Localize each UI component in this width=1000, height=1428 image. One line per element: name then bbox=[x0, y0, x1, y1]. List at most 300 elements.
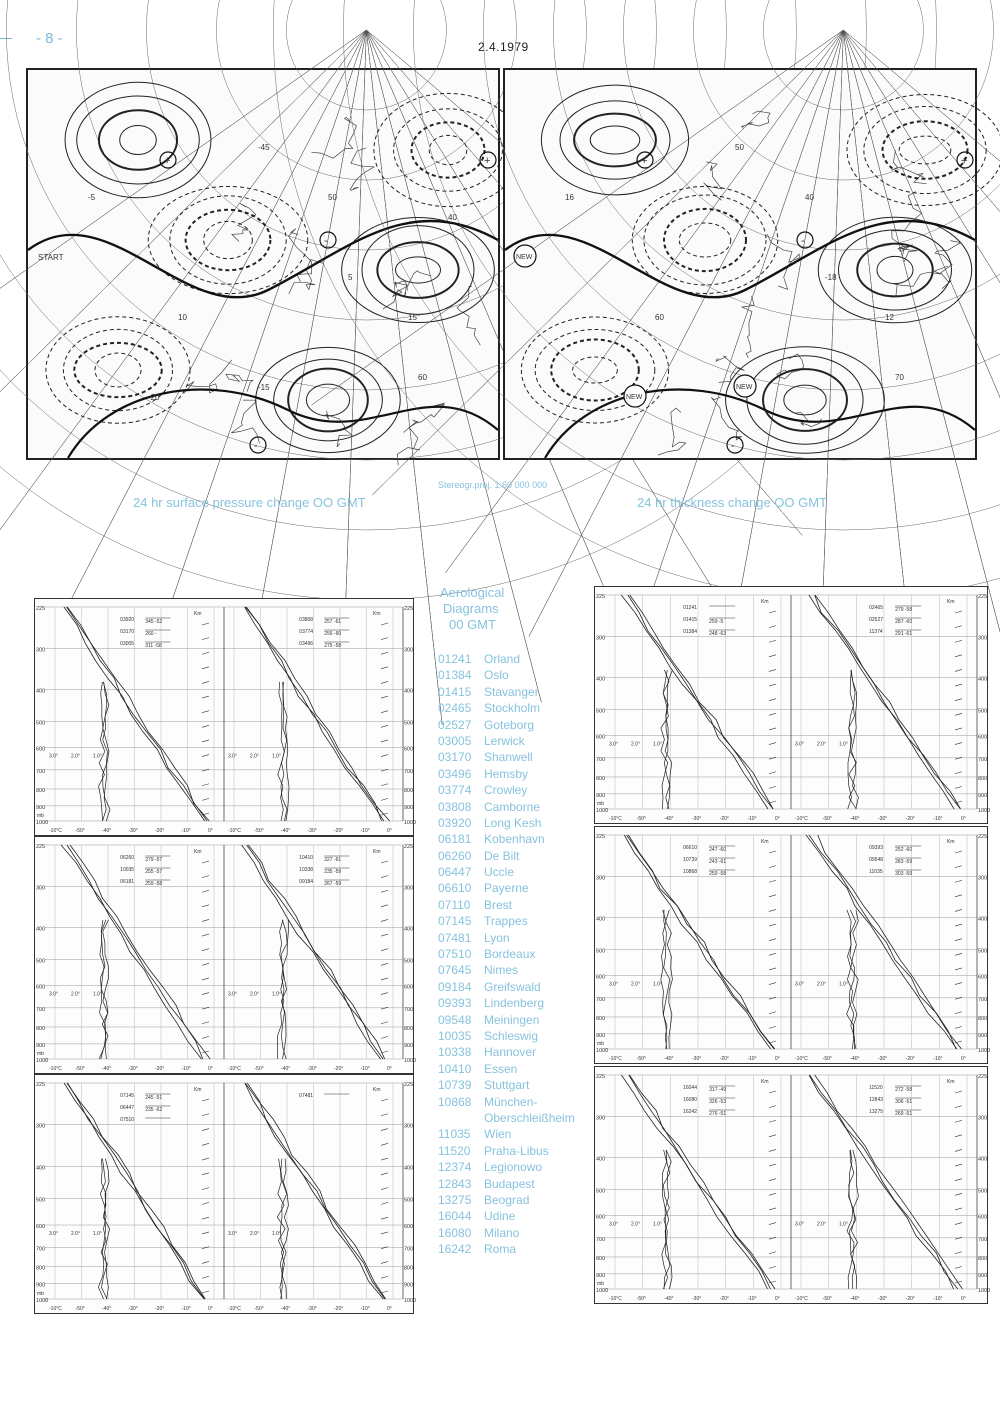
wind-barb bbox=[381, 1022, 388, 1024]
pressure-label: 700 bbox=[596, 996, 606, 1003]
tropopause-info: 259 -5 bbox=[709, 619, 724, 625]
temperature-tick: -20° bbox=[905, 816, 915, 822]
tropopause-info: 235 -59 bbox=[324, 869, 342, 875]
isoline bbox=[847, 95, 1000, 206]
wind-barb bbox=[955, 757, 962, 759]
pressure-label: 300 bbox=[978, 1115, 988, 1122]
temperature-tick: -30° bbox=[307, 1306, 317, 1312]
station-entry bbox=[438, 995, 598, 1011]
wind-barb bbox=[202, 740, 209, 742]
pressure-label: 1000 bbox=[596, 1288, 609, 1294]
temperature-tick: 0° bbox=[775, 1296, 780, 1302]
wind-barb bbox=[202, 1099, 209, 1101]
station-code: 06260 bbox=[438, 848, 472, 863]
station-name: Long Kesh bbox=[484, 815, 542, 830]
pressure-label: 700 bbox=[596, 1236, 606, 1243]
temperature-tick: -10°C bbox=[228, 828, 241, 834]
station-code-label: 10410 bbox=[299, 855, 314, 861]
map-label: 10 bbox=[178, 313, 187, 322]
tropopause-info: 247 -60 bbox=[709, 847, 727, 853]
mixing-ratio-tick: 2.0° bbox=[817, 1221, 826, 1228]
unit-label: Km bbox=[373, 1087, 381, 1093]
map-label: 12 bbox=[885, 313, 894, 322]
temperature-tick: -50° bbox=[75, 828, 85, 834]
dewpoint-profile bbox=[99, 682, 105, 821]
pressure-label: 900 bbox=[596, 792, 606, 799]
pressure-label: 400 bbox=[978, 1156, 988, 1163]
station-code-label: 12843 bbox=[869, 1097, 884, 1103]
wind-barb bbox=[381, 755, 388, 757]
meridian-line bbox=[445, 30, 843, 573]
pressure-label: 600 bbox=[978, 974, 988, 981]
pressure-label: 900 bbox=[36, 1282, 46, 1289]
temperature-tick: -40° bbox=[102, 828, 112, 834]
temperature-tick: 0° bbox=[387, 828, 392, 834]
temperature-tick: -10° bbox=[360, 1306, 370, 1312]
station-code: 10868 bbox=[438, 1094, 472, 1109]
temperature-tick: -50° bbox=[75, 1066, 85, 1072]
pressure-label: 225 bbox=[978, 1074, 988, 1080]
map-label: -18 bbox=[825, 273, 837, 282]
wind-barb bbox=[955, 669, 962, 671]
center-sign: - bbox=[731, 440, 735, 452]
wind-barb bbox=[769, 1120, 776, 1122]
center-sign: - bbox=[801, 235, 805, 247]
pressure-label: 600 bbox=[596, 1214, 606, 1221]
station-name: Budapest bbox=[484, 1176, 535, 1191]
mixing-ratio-tick: 3.0° bbox=[609, 981, 618, 988]
station-code: 12374 bbox=[438, 1160, 472, 1175]
station-name: Stavanger bbox=[484, 684, 539, 699]
mixing-ratio-tick: 1.0° bbox=[839, 741, 848, 748]
map-label: -5 bbox=[88, 193, 96, 202]
pressure-label: 800 bbox=[978, 775, 988, 782]
map-label: NEW bbox=[516, 254, 533, 261]
isoline bbox=[362, 226, 474, 315]
wind-barb bbox=[769, 728, 776, 730]
station-code: 02465 bbox=[438, 701, 472, 716]
isoline bbox=[679, 223, 730, 257]
wind-barb bbox=[769, 1106, 776, 1108]
zero-change-line bbox=[28, 221, 498, 297]
station-entry bbox=[438, 848, 598, 864]
pressure-label: 400 bbox=[36, 926, 46, 933]
temperature-tick: -40° bbox=[850, 816, 860, 822]
pressure-label: 700 bbox=[404, 1006, 414, 1013]
station-entry bbox=[438, 1077, 598, 1093]
station-entry bbox=[438, 930, 598, 946]
unit-label: Km bbox=[947, 1079, 955, 1085]
station-code-label: 13275 bbox=[869, 1109, 884, 1115]
mixing-ratio-tick: 1.0° bbox=[653, 1221, 662, 1228]
mixing-ratio-tick: 3.0° bbox=[228, 991, 237, 998]
coastline bbox=[312, 117, 357, 158]
pressure-label: 300 bbox=[404, 1123, 414, 1130]
dewpoint-profile bbox=[281, 920, 288, 1059]
isoline bbox=[77, 96, 200, 184]
temperature-tick: -40° bbox=[281, 828, 291, 834]
pressure-label: 225 bbox=[36, 1082, 46, 1088]
pressure-label: 300 bbox=[596, 1115, 606, 1122]
station-code-label: 07145 bbox=[120, 1093, 135, 1099]
pressure-label: 1000 bbox=[404, 1298, 417, 1304]
station-name: Payerne bbox=[484, 881, 529, 896]
zero-change-line bbox=[68, 390, 498, 458]
station-code: 01415 bbox=[438, 684, 472, 699]
pressure-label: 225 bbox=[978, 594, 988, 600]
isoline bbox=[560, 101, 670, 179]
pressure-label: 800 bbox=[404, 1025, 414, 1032]
station-code-label: 07481 bbox=[299, 1093, 314, 1099]
wind-barb bbox=[769, 1193, 776, 1195]
station-entry bbox=[438, 1094, 598, 1110]
station-name: Meiningen bbox=[484, 1012, 540, 1027]
aerological-diagram-right-1 bbox=[594, 586, 991, 824]
station-code: 10035 bbox=[438, 1028, 472, 1043]
temperature-tick: -20° bbox=[905, 1296, 915, 1302]
unit-label: Km bbox=[947, 599, 955, 605]
wind-barb bbox=[955, 655, 962, 657]
station-code-label: 06260 bbox=[120, 855, 135, 861]
station-code: 09184 bbox=[438, 979, 472, 994]
pressure-label: 400 bbox=[404, 688, 414, 695]
isoline bbox=[541, 85, 688, 195]
mixing-ratio-tick: 2.0° bbox=[817, 741, 826, 748]
isoline bbox=[120, 125, 157, 154]
wind-barb bbox=[955, 968, 962, 970]
meridian-line bbox=[843, 30, 1000, 451]
coastline bbox=[935, 241, 960, 289]
legend-title bbox=[438, 585, 598, 633]
temperature-tick: 0° bbox=[961, 1296, 966, 1302]
aerological-diagram-left-2 bbox=[34, 836, 417, 1074]
isoline bbox=[838, 230, 951, 310]
unit-label: mb bbox=[597, 1281, 604, 1287]
meridian-line bbox=[843, 30, 1000, 606]
station-code-label: 02465 bbox=[869, 605, 884, 611]
mixing-ratio-tick: 2.0° bbox=[250, 753, 259, 760]
wind-barb bbox=[202, 1129, 209, 1131]
wind-barb bbox=[955, 851, 962, 853]
station-name: Goteborg bbox=[484, 717, 535, 732]
temperature-tick: -10°C bbox=[795, 1056, 808, 1062]
station-name: Orland bbox=[484, 652, 521, 666]
pressure-label: 400 bbox=[596, 916, 606, 923]
temperature-tick: -10° bbox=[933, 1056, 943, 1062]
surface-pressure-change-map bbox=[26, 68, 500, 460]
parallel-circle bbox=[623, 0, 1000, 250]
isoline bbox=[204, 221, 253, 258]
wind-barb bbox=[202, 978, 209, 980]
map-label: NEW bbox=[736, 384, 753, 391]
pressure-label: 800 bbox=[978, 1015, 988, 1022]
center-sign: + bbox=[961, 155, 968, 167]
aerological-diagram-right-2 bbox=[594, 826, 991, 1064]
thickness-map-caption: 24 hr thickness change OO GMT bbox=[637, 495, 828, 510]
wind-barb bbox=[202, 769, 209, 771]
mixing-ratio-tick: 2.0° bbox=[631, 981, 640, 988]
station-legend bbox=[438, 585, 598, 1257]
pressure-label: 500 bbox=[404, 1197, 414, 1204]
pressure-label: 1000 bbox=[404, 1058, 417, 1064]
pressure-label: 500 bbox=[596, 708, 606, 715]
map-label: 16 bbox=[565, 193, 574, 202]
station-code: 02527 bbox=[438, 717, 472, 732]
wind-barb bbox=[769, 655, 776, 657]
isoline bbox=[377, 242, 458, 298]
pressure-label: 600 bbox=[596, 974, 606, 981]
station-code-label: 03005 bbox=[120, 641, 135, 647]
wind-barb bbox=[202, 919, 209, 921]
coastline bbox=[711, 397, 741, 440]
dewpoint-profile bbox=[103, 920, 109, 1059]
pressure-label: 800 bbox=[36, 787, 46, 794]
wind-barb bbox=[202, 876, 209, 878]
temperature-tick: -30° bbox=[692, 1056, 702, 1062]
station-code: 10739 bbox=[438, 1078, 472, 1093]
station-code-label: 02527 bbox=[869, 617, 884, 623]
wind-barb bbox=[769, 1266, 776, 1268]
dewpoint-profile bbox=[665, 670, 672, 809]
isoline bbox=[882, 121, 967, 179]
station-code: 07145 bbox=[438, 914, 472, 929]
station-name: Schleswig bbox=[484, 1028, 539, 1043]
temperature-tick: -50° bbox=[636, 1056, 646, 1062]
mixing-ratio-tick: 2.0° bbox=[71, 991, 80, 998]
tropopause-info: 279 -57 bbox=[145, 857, 163, 863]
temperature-tick: -10°C bbox=[49, 1306, 62, 1312]
station-code: 06447 bbox=[438, 865, 472, 880]
wind-barb bbox=[381, 696, 388, 698]
station-entry bbox=[438, 864, 598, 880]
station-entry bbox=[438, 782, 598, 798]
wind-barb bbox=[769, 801, 776, 803]
center-sign: - bbox=[254, 440, 258, 452]
station-entry bbox=[438, 831, 598, 847]
station-entry bbox=[438, 1225, 598, 1241]
station-name: Stockholm bbox=[484, 701, 541, 716]
mixing-ratio-tick: 2.0° bbox=[71, 753, 80, 760]
parallel-circle bbox=[286, 0, 446, 110]
wind-barb bbox=[202, 1232, 209, 1234]
wind-barb bbox=[381, 861, 388, 863]
pressure-label: 800 bbox=[596, 775, 606, 782]
wind-barb bbox=[202, 1202, 209, 1204]
wind-barb bbox=[202, 1143, 209, 1145]
station-code: 07110 bbox=[438, 897, 471, 912]
wind-barb bbox=[955, 743, 962, 745]
station-code: 06181 bbox=[438, 832, 472, 847]
station-code: 03170 bbox=[438, 750, 472, 765]
wind-barb bbox=[769, 968, 776, 970]
map-label: 50 bbox=[735, 143, 744, 152]
map-label: -15 bbox=[258, 383, 270, 392]
station-entry bbox=[438, 733, 598, 749]
temperature-tick: -50° bbox=[822, 816, 832, 822]
wind-barb bbox=[769, 1012, 776, 1014]
isoline bbox=[274, 359, 383, 441]
station-name: Shanwell bbox=[484, 750, 533, 765]
unit-label: Km bbox=[761, 1079, 769, 1085]
dewpoint-profile bbox=[99, 920, 106, 1059]
station-code: 07645 bbox=[438, 963, 472, 978]
wind-barb bbox=[769, 1149, 776, 1151]
wind-barb bbox=[769, 1208, 776, 1210]
pressure-label: 500 bbox=[404, 958, 414, 965]
station-code-label: 03808 bbox=[299, 617, 314, 623]
station-code: 01384 bbox=[438, 668, 472, 683]
station-name: München- bbox=[484, 1094, 538, 1109]
tropopause-info: 276 -51 bbox=[709, 1111, 727, 1117]
pressure-label: 800 bbox=[596, 1255, 606, 1262]
pressure-label: 300 bbox=[36, 885, 46, 892]
temperature-tick: -10°C bbox=[795, 816, 808, 822]
station-entry bbox=[438, 1110, 598, 1126]
wind-barb bbox=[381, 963, 388, 965]
wind-barb bbox=[381, 1114, 388, 1116]
pressure-label: 600 bbox=[36, 1224, 46, 1231]
wind-barb bbox=[955, 786, 962, 788]
pressure-label: 700 bbox=[978, 1236, 988, 1243]
tropopause-info: 243 -61 bbox=[709, 859, 727, 865]
temperature-tick: -20° bbox=[334, 828, 344, 834]
wind-barb bbox=[769, 983, 776, 985]
map-label: 60 bbox=[418, 373, 427, 382]
station-code: 16242 bbox=[438, 1242, 472, 1257]
tropopause-info: 252 -60 bbox=[895, 847, 913, 853]
wind-barb bbox=[202, 696, 209, 698]
pressure-label: 500 bbox=[36, 958, 46, 965]
wind-barb bbox=[769, 1252, 776, 1254]
tropopause-info: 267 -59 bbox=[324, 881, 342, 887]
aerological-diagram-right-3 bbox=[594, 1066, 991, 1304]
wind-barb bbox=[769, 743, 776, 745]
wind-barb bbox=[381, 667, 388, 669]
temperature-tick: -50° bbox=[636, 1296, 646, 1302]
isoline bbox=[342, 217, 495, 322]
station-code-label: 10739 bbox=[683, 857, 698, 863]
tropopause-info: 259 -58 bbox=[145, 881, 163, 887]
mixing-ratio-tick: 1.0° bbox=[272, 991, 281, 998]
isoline bbox=[521, 317, 668, 423]
map-label: -45 bbox=[258, 143, 270, 152]
thickness-change-map bbox=[503, 68, 977, 460]
wind-barb bbox=[769, 611, 776, 613]
temperature-tick: -40° bbox=[850, 1296, 860, 1302]
wind-barb bbox=[769, 1041, 776, 1043]
isoline bbox=[306, 384, 349, 416]
mixing-ratio-tick: 3.0° bbox=[228, 753, 237, 760]
pressure-label: 800 bbox=[404, 1265, 414, 1272]
temperature-tick: -30° bbox=[692, 816, 702, 822]
station-name: Lindenberg bbox=[484, 996, 545, 1011]
station-code-label: 11374 bbox=[869, 629, 883, 635]
station-entry bbox=[438, 1159, 598, 1175]
mixing-ratio-tick: 1.0° bbox=[93, 991, 102, 998]
temperature-tick: -40° bbox=[664, 816, 674, 822]
wind-barb bbox=[955, 1266, 962, 1268]
wind-barb bbox=[381, 740, 388, 742]
unit-label: mb bbox=[37, 1291, 44, 1297]
station-name: Praha-Libus bbox=[484, 1143, 549, 1158]
tropopause-info: 272 -58 bbox=[895, 1087, 913, 1093]
pressure-label: 225 bbox=[404, 1082, 414, 1088]
temperature-tick: -10°C bbox=[228, 1066, 241, 1072]
pressure-label: 400 bbox=[36, 688, 46, 695]
station-code: 09548 bbox=[438, 1012, 472, 1027]
mixing-ratio-tick: 1.0° bbox=[93, 1231, 102, 1238]
wind-barb bbox=[202, 1188, 209, 1190]
station-name: Wien bbox=[484, 1127, 512, 1142]
station-code-label: 10338 bbox=[299, 867, 314, 873]
unit-label: Km bbox=[761, 599, 769, 605]
wind-barb bbox=[381, 784, 388, 786]
pressure-label: 800 bbox=[404, 787, 414, 794]
mixing-ratio-tick: 1.0° bbox=[839, 1221, 848, 1228]
station-code-label: 09184 bbox=[299, 879, 314, 885]
pressure-label: 700 bbox=[404, 768, 414, 775]
meridian-line bbox=[0, 30, 366, 573]
station-entry bbox=[438, 1044, 598, 1060]
pressure-label: 700 bbox=[978, 996, 988, 1003]
meridian-line bbox=[143, 30, 366, 685]
station-entry bbox=[438, 717, 598, 733]
pressure-label: 600 bbox=[36, 984, 46, 991]
temperature-tick: -10°C bbox=[609, 1056, 622, 1062]
pressure-label: 400 bbox=[404, 926, 414, 933]
tropopause-info: 317 -49 bbox=[709, 1087, 727, 1093]
wind-barb bbox=[769, 1223, 776, 1225]
wind-barb bbox=[202, 993, 209, 995]
station-entry bbox=[438, 1061, 598, 1077]
station-code-label: 11035 bbox=[869, 869, 883, 875]
wind-barb bbox=[202, 905, 209, 907]
tropopause-info: 235 -62 bbox=[145, 1107, 163, 1113]
pressure-label: 900 bbox=[978, 792, 988, 799]
parallel-circle bbox=[693, 0, 993, 180]
station-code-label: 07510 bbox=[120, 1117, 135, 1123]
pressure-label: 225 bbox=[596, 594, 606, 600]
temperature-tick: -50° bbox=[822, 1056, 832, 1062]
station-name: Roma bbox=[484, 1242, 517, 1257]
station-entry bbox=[438, 651, 598, 667]
station-entry bbox=[438, 1028, 598, 1044]
pressure-label: 800 bbox=[36, 1025, 46, 1032]
wind-barb bbox=[381, 1261, 388, 1263]
wind-barb bbox=[202, 652, 209, 654]
wind-barb bbox=[381, 890, 388, 892]
wind-barb bbox=[202, 1173, 209, 1175]
station-code: 16080 bbox=[438, 1225, 472, 1240]
station-code: 11520 bbox=[438, 1143, 471, 1158]
wind-barb bbox=[202, 1158, 209, 1160]
station-code: 09393 bbox=[438, 996, 472, 1011]
center-sign: + bbox=[164, 155, 171, 167]
station-code: 07481 bbox=[438, 930, 472, 945]
wind-barb bbox=[381, 1036, 388, 1038]
temperature-tick: 0° bbox=[208, 1066, 213, 1072]
tropopause-info: 303 -59 bbox=[895, 871, 913, 877]
dewpoint-profile bbox=[662, 1150, 668, 1289]
station-name: Crowley bbox=[484, 783, 528, 798]
pressure-label: 225 bbox=[404, 606, 414, 612]
pressure-label: 400 bbox=[596, 1156, 606, 1163]
center-marker bbox=[250, 437, 266, 453]
station-code-label: 03774 bbox=[299, 629, 314, 635]
station-entry bbox=[438, 962, 598, 978]
mixing-ratio-tick: 3.0° bbox=[49, 1231, 58, 1238]
pressure-label: 225 bbox=[36, 844, 46, 850]
